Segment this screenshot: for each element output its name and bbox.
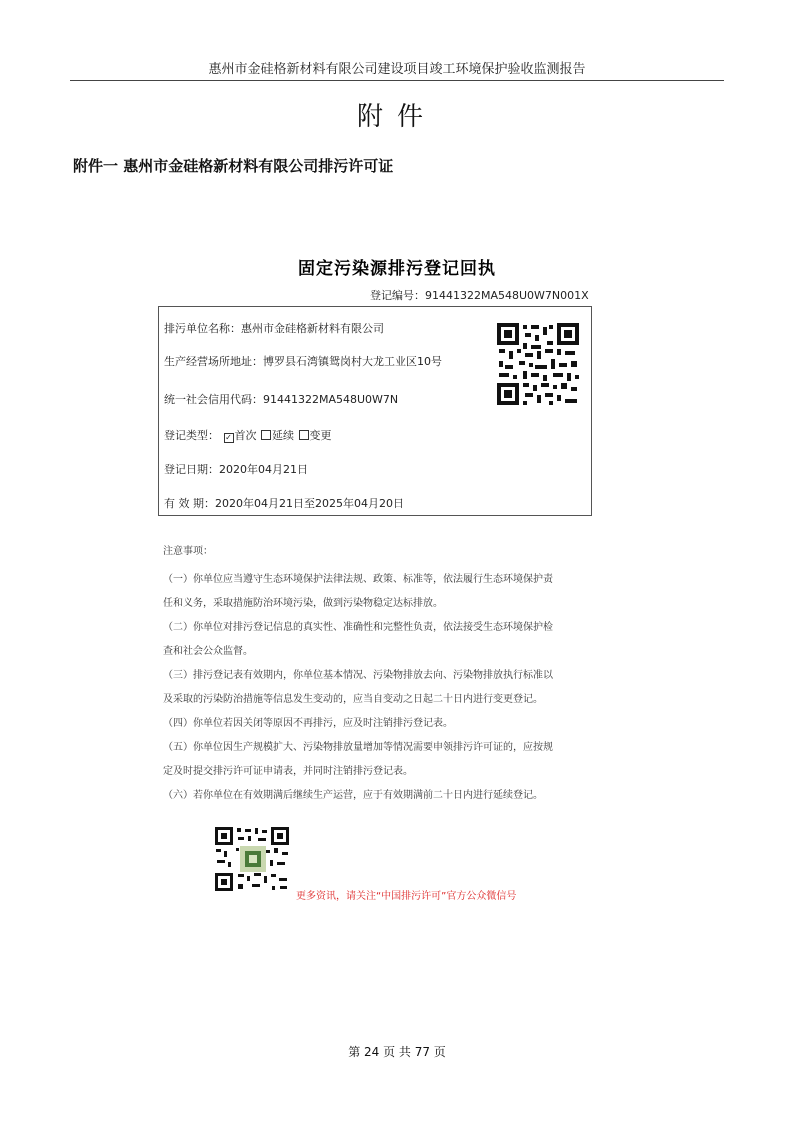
checkbox-first-checked-icon: ✓ xyxy=(225,433,232,442)
receipt-title: 固定污染源排污登记回执 xyxy=(298,259,496,279)
type-continue: 延续 xyxy=(272,429,294,442)
valid-period: 有 效 期：2020年04月21日至2025年04月20日 xyxy=(164,497,404,510)
page-title: 附件 xyxy=(356,102,437,132)
note-line: 任和义务，采取措施防治环境污染，做到污染物稳定达标排放。 xyxy=(163,598,443,609)
page-number: 第 24 页 共 77 页 xyxy=(348,1045,446,1059)
registration-number: 登记编号：91441322MA548U0W7N001X xyxy=(370,289,589,302)
site-address: 生产经营场所地址：博罗县石湾镇鸳岗村大龙工业区10号 xyxy=(164,355,442,368)
registration-date: 登记日期：2020年04月21日 xyxy=(164,463,308,476)
note-line: （六）若你单位在有效期满后继续生产运营，应于有效期满前二十日内进行延续登记。 xyxy=(163,790,543,801)
note-line: 及采取的污染防治措施等信息发生变动的，应当自变动之日起二十日内进行变更登记。 xyxy=(163,694,543,705)
qr-code-icon xyxy=(495,321,581,407)
type-change: 变更 xyxy=(309,429,332,442)
notes-section xyxy=(163,546,603,808)
receipt-info-box xyxy=(158,306,592,516)
page-header: 惠州市金硅格新材料有限公司建设项目竣工环境保护验收监测报告 xyxy=(70,58,724,81)
wechat-follow-note: 更多资讯，请关注“中国排污许可”官方公众微信号 xyxy=(296,891,517,902)
note-line: （四）你单位若因关闭等原因不再排污，应及时注销排污登记表。 xyxy=(163,718,453,729)
notes-heading: 注意事项： xyxy=(163,546,213,557)
note-line: （五）你单位因生产规模扩大、污染物排放量增加等情况需要申领排污许可证的，应按规 xyxy=(163,742,553,753)
checkbox-change-icon xyxy=(299,430,309,440)
note-line: 查和社会公众监督。 xyxy=(163,646,253,657)
attachment-title: 附件一 惠州市金硅格新材料有限公司排污许可证 xyxy=(73,157,394,175)
note-line: （三）排污登记表有效期内，你单位基本情况、污染物排放去向、污染物排放执行标准以 xyxy=(163,670,553,681)
registration-type-label: 登记类型： xyxy=(164,429,219,442)
type-first: 首次 xyxy=(234,429,257,442)
note-line: （一）你单位应当遵守生态环境保护法律法规、政策、标准等，依法履行生态环境保护责 xyxy=(163,574,553,585)
credit-code: 统一社会信用代码：91441322MA548U0W7N xyxy=(164,393,399,406)
unit-name: 排污单位名称：惠州市金硅格新材料有限公司 xyxy=(164,322,384,335)
note-line: （二）你单位对排污登记信息的真实性、准确性和完整性负责，依法接受生态环境保护检 xyxy=(163,622,553,633)
registration-type xyxy=(164,427,332,443)
wechat-qr-code-icon xyxy=(214,826,290,892)
checkbox-continue-icon xyxy=(261,430,271,440)
note-line: 定及时提交排污许可证申请表，并同时注销排污登记表。 xyxy=(163,766,413,777)
